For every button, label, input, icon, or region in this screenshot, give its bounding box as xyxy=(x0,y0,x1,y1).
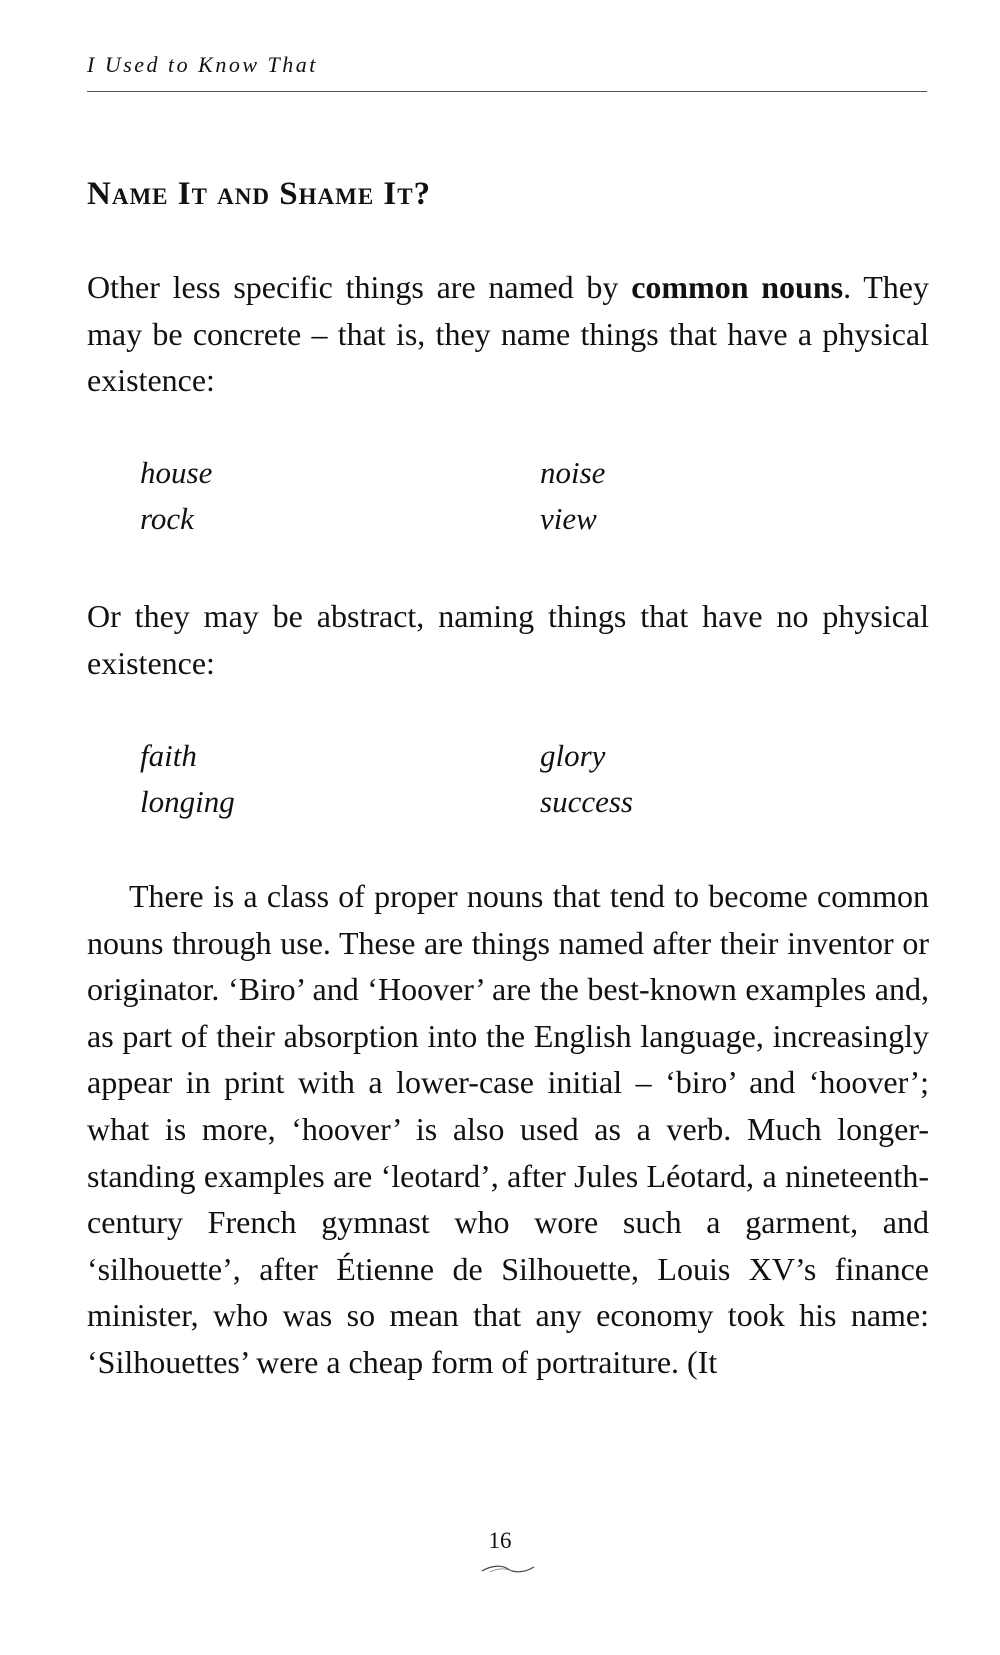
example-word: faith xyxy=(140,738,197,773)
page-number: 16 xyxy=(488,1528,512,1553)
bold-term: common nouns xyxy=(631,269,844,305)
paragraph-common-nouns xyxy=(87,264,929,404)
example-row xyxy=(140,733,740,779)
paragraph-text: . They may be concrete – that is, they name things that have a physical existence: xyxy=(87,269,930,399)
concrete-examples-list xyxy=(140,450,740,542)
example-word: rock xyxy=(140,501,194,536)
example-row xyxy=(140,450,740,496)
paragraph-eponyms: There is a class of proper nouns that tend to become common nouns through use. These are things named after their inventor or originator. ‘Biro’ and ‘Hoover’ are the best-known examples and, as part of their absorption into the English language, increasingly appear in print with a lower-case initial – ‘biro’ and ‘hoover’; what is more, ‘hoover’ is also used as a verb. Much longer-standing examples are ‘leotard’, after Jules Léotard, a nineteenth-century French gymnast who wore such a garment, and ‘silhouette’, after Étienne de Silhouette, Louis XV’s finance minister, who was so mean that any economy took his name: ‘Silhouettes’ were a cheap form of portraiture. (It xyxy=(87,878,929,1380)
example-word: success xyxy=(540,784,633,819)
example-word: noise xyxy=(540,455,606,490)
example-row xyxy=(140,496,740,542)
example-word: longing xyxy=(140,784,235,819)
abstract-examples-list xyxy=(140,733,740,825)
header-rule xyxy=(87,91,927,92)
section-title: Name It and Shame It? xyxy=(87,176,432,212)
running-header: I Used to Know That xyxy=(87,52,318,77)
page-ornament-icon xyxy=(478,1562,538,1576)
example-word: glory xyxy=(540,738,606,773)
example-word: view xyxy=(540,501,597,536)
paragraph-abstract-nouns: Or they may be abstract, naming things that have no physical existence: xyxy=(87,598,929,681)
example-row xyxy=(140,779,740,825)
example-word: house xyxy=(140,455,213,490)
paragraph-text: Other less specific things are named by xyxy=(87,269,632,305)
